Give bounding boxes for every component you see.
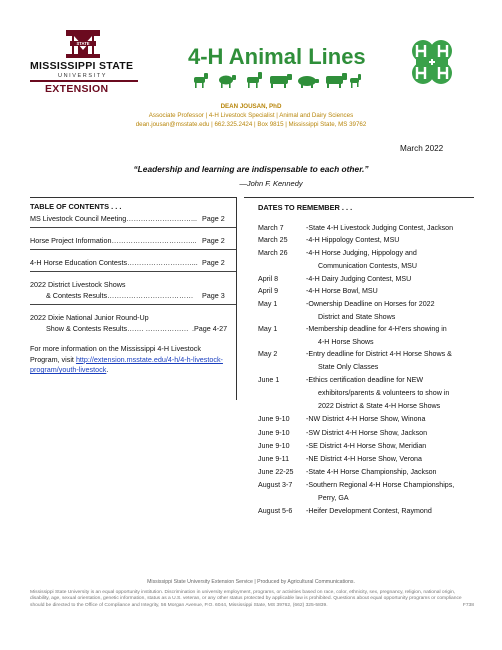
goat-icon bbox=[194, 73, 208, 88]
logo-state-text: STATE bbox=[76, 41, 90, 46]
entry-event: -SE District 4-H Horse Show, Meridian bbox=[306, 442, 427, 450]
entry-event-cont: State Only Classes bbox=[318, 363, 379, 371]
entry-date: April 9 bbox=[258, 287, 279, 295]
disclaimer-text: Mississippi State University is an equal opportunity institution. Discrimination in university employment, programs, or activities based on race, color, ethnicity, sex, pregnancy, religion, national origin, disability, age, sexual orientation, genetic information, status as a U.S. veteran, or any other status protected by applicable law is prohibited. Questions about equal opportunity programs or compliance should be directed to the Office of Compliance and Integrity, 56 Morgan Avenue, P.O. 6044, Mississippi State, MS 39762, (662) 325-5839. bbox=[30, 590, 462, 608]
entry-date: June 9-10 bbox=[258, 415, 290, 423]
toc-item-page: Page 2 bbox=[202, 214, 225, 223]
footer-credit: Mississippi State University Extension Service | Produced by Agricultural Communications. bbox=[147, 579, 355, 585]
toc-heading: TABLE OF CONTENTS . . . bbox=[30, 202, 122, 211]
entry-event-cont: District and State Shows bbox=[318, 313, 396, 321]
dairy-cow-icon bbox=[326, 73, 347, 88]
entry-event: -Ownership Deadline on Horses for 2022 bbox=[306, 300, 435, 308]
toc-divider bbox=[30, 249, 236, 250]
date-entry bbox=[258, 479, 454, 491]
university-name: MISSISSIPPI STATE bbox=[30, 60, 134, 72]
entry-event: -4-H Dairy Judging Contest, MSU bbox=[306, 275, 412, 283]
livestock-program-link[interactable]: http://extension.msstate.edu/4-h/4-h-livestock-program/youth-livestock bbox=[30, 354, 223, 374]
author-titles: Associate Professor | 4-H Livestock Specialist | Animal and Dairy Sciences bbox=[148, 111, 354, 119]
toc-footer-note: For more information on the Mississippi 4-H Livestock Program, visit http://extension.msstate.edu/4-h/4-h-livestock-program/youth-livestock. bbox=[30, 344, 223, 374]
entry-event-cont: 2022 District & State 4-H Horse Shows bbox=[318, 402, 441, 410]
author-name: DEAN JOUSAN, PhD bbox=[220, 103, 282, 110]
entry-event: -NW District 4-H Horse Show, Winona bbox=[306, 415, 426, 423]
date-entry bbox=[258, 427, 427, 439]
footer-disclaimer bbox=[30, 590, 474, 609]
toc-item-page: Page 3 bbox=[202, 291, 225, 300]
entry-event: -Membership deadline for 4-H’ers showing in bbox=[306, 325, 447, 333]
date-entry bbox=[258, 273, 411, 285]
entry-event: -Heifer Development Contest, Raymond bbox=[306, 507, 432, 515]
toc-divider bbox=[30, 271, 236, 272]
logo-divider bbox=[30, 80, 138, 82]
toc-item[interactable] bbox=[30, 280, 125, 289]
date-entry bbox=[258, 413, 425, 425]
toc-item-label: Horse Project Information……………………………... bbox=[30, 236, 197, 245]
quote-author: —John F. Kennedy bbox=[239, 179, 303, 188]
toc-item-label: & Contests Results……………………………… bbox=[46, 291, 194, 300]
goat-icon bbox=[247, 72, 262, 88]
toc-item-label: Show & Contests Results……. ……………… bbox=[46, 324, 189, 333]
toc-item[interactable] bbox=[30, 258, 225, 267]
date-entry bbox=[258, 285, 378, 297]
author-contact: dean.jousan@msstate.edu | 662.325.2424 | Box 9815 | Mississippi State, MS 39762 bbox=[135, 120, 367, 128]
date-entry bbox=[258, 440, 426, 452]
date-entry bbox=[258, 323, 447, 335]
entry-event-cont: exhibitors/parents & volunteers to show in bbox=[318, 389, 450, 397]
date-entry bbox=[258, 234, 399, 246]
toc-item[interactable] bbox=[30, 313, 149, 322]
toc-item-label: MS Livestock Council Meeting………………………... bbox=[30, 214, 197, 223]
entry-event: -State 4-H Livestock Judging Contest, Jackson bbox=[306, 224, 454, 232]
entry-date: April 8 bbox=[258, 275, 279, 283]
entry-date: August 3-7 bbox=[258, 481, 293, 489]
entry-event-cont: Perry, GA bbox=[318, 494, 349, 502]
toc-item-cont[interactable] bbox=[46, 324, 228, 333]
toc-footer-text: For more information on the Mississippi 4-H Livestock Program, visit bbox=[30, 344, 201, 364]
entry-date: June 22-25 bbox=[258, 468, 294, 476]
toc-divider bbox=[30, 304, 236, 305]
table-of-contents bbox=[30, 197, 237, 400]
entry-event: -State 4-H Horse Championship, Jackson bbox=[306, 468, 437, 476]
toc-item-label: 2022 District Livestock Shows bbox=[30, 280, 126, 289]
toc-item-cont[interactable] bbox=[46, 291, 225, 300]
dates-to-remember bbox=[244, 197, 474, 528]
entry-date: March 25 bbox=[258, 236, 288, 244]
date-entry bbox=[258, 505, 432, 517]
entry-event: -SW District 4-H Horse Show, Jackson bbox=[306, 429, 428, 437]
date-entry bbox=[258, 247, 417, 259]
entry-date: June 9-11 bbox=[258, 455, 290, 463]
toc-item[interactable] bbox=[30, 214, 225, 223]
toc-divider bbox=[30, 227, 236, 228]
author-block bbox=[0, 103, 502, 129]
toc-item-label: 2022 Dixie National Junior Round-Up bbox=[30, 313, 149, 322]
toc-item-page: Page 2 bbox=[202, 236, 225, 245]
entry-event: -4-H Hippology Contest, MSU bbox=[306, 236, 400, 244]
university-sub: UNIVERSITY bbox=[58, 73, 108, 79]
entry-event: -4-H Horse Judging, Hippology and bbox=[306, 249, 417, 257]
date-entry bbox=[258, 298, 435, 310]
entry-date: May 1 bbox=[258, 325, 278, 333]
issue-date: March 2022 bbox=[400, 144, 444, 153]
toc-item-label: 4-H Horse Education Contests………………………... bbox=[30, 258, 198, 267]
toc-item-page: .Page 4-27 bbox=[192, 324, 228, 333]
livestock-icons bbox=[192, 71, 362, 89]
4h-clover-icon bbox=[402, 32, 462, 92]
entry-date: March 7 bbox=[258, 224, 284, 232]
goat-icon bbox=[350, 74, 361, 88]
entry-date: May 1 bbox=[258, 300, 278, 308]
date-entry bbox=[258, 466, 437, 478]
entry-date: August 5-6 bbox=[258, 507, 293, 515]
date-entry bbox=[258, 348, 452, 360]
entry-event: -Entry deadline for District 4-H Horse Shows & bbox=[306, 350, 452, 358]
sheep-icon bbox=[219, 75, 236, 88]
dates-heading: DATES TO REMEMBER . . . bbox=[258, 203, 353, 212]
entry-date: May 2 bbox=[258, 350, 278, 358]
newsletter-title: 4-H Animal Lines bbox=[188, 44, 366, 69]
entry-event: -Southern Regional 4-H Horse Championships, bbox=[306, 481, 455, 489]
entry-date: June 1 bbox=[258, 376, 280, 384]
entry-event: -NE District 4-H Horse Show, Verona bbox=[306, 455, 422, 463]
toc-item[interactable] bbox=[30, 236, 225, 245]
entry-date: March 26 bbox=[258, 249, 288, 257]
quote-text: “Leadership and learning are indispensable to each other.” bbox=[133, 164, 369, 174]
date-entry bbox=[258, 222, 453, 234]
entry-event: -Ethics certification deadline for NEW bbox=[306, 376, 424, 384]
extension-label: EXTENSION bbox=[45, 83, 109, 95]
toc-item-page: Page 2 bbox=[202, 258, 225, 267]
entry-date: June 9-10 bbox=[258, 442, 290, 450]
date-entry bbox=[258, 453, 422, 465]
entry-event-cont: 4-H Horse Shows bbox=[318, 338, 374, 346]
pig-icon bbox=[298, 76, 319, 88]
date-entry bbox=[258, 374, 423, 386]
entry-event: -4-H Horse Bowl, MSU bbox=[306, 287, 378, 295]
cow-icon bbox=[270, 74, 292, 88]
entry-date: June 9-10 bbox=[258, 429, 290, 437]
publication-code: F738 bbox=[462, 602, 474, 608]
entry-event-cont: Communication Contests, MSU bbox=[318, 262, 417, 270]
